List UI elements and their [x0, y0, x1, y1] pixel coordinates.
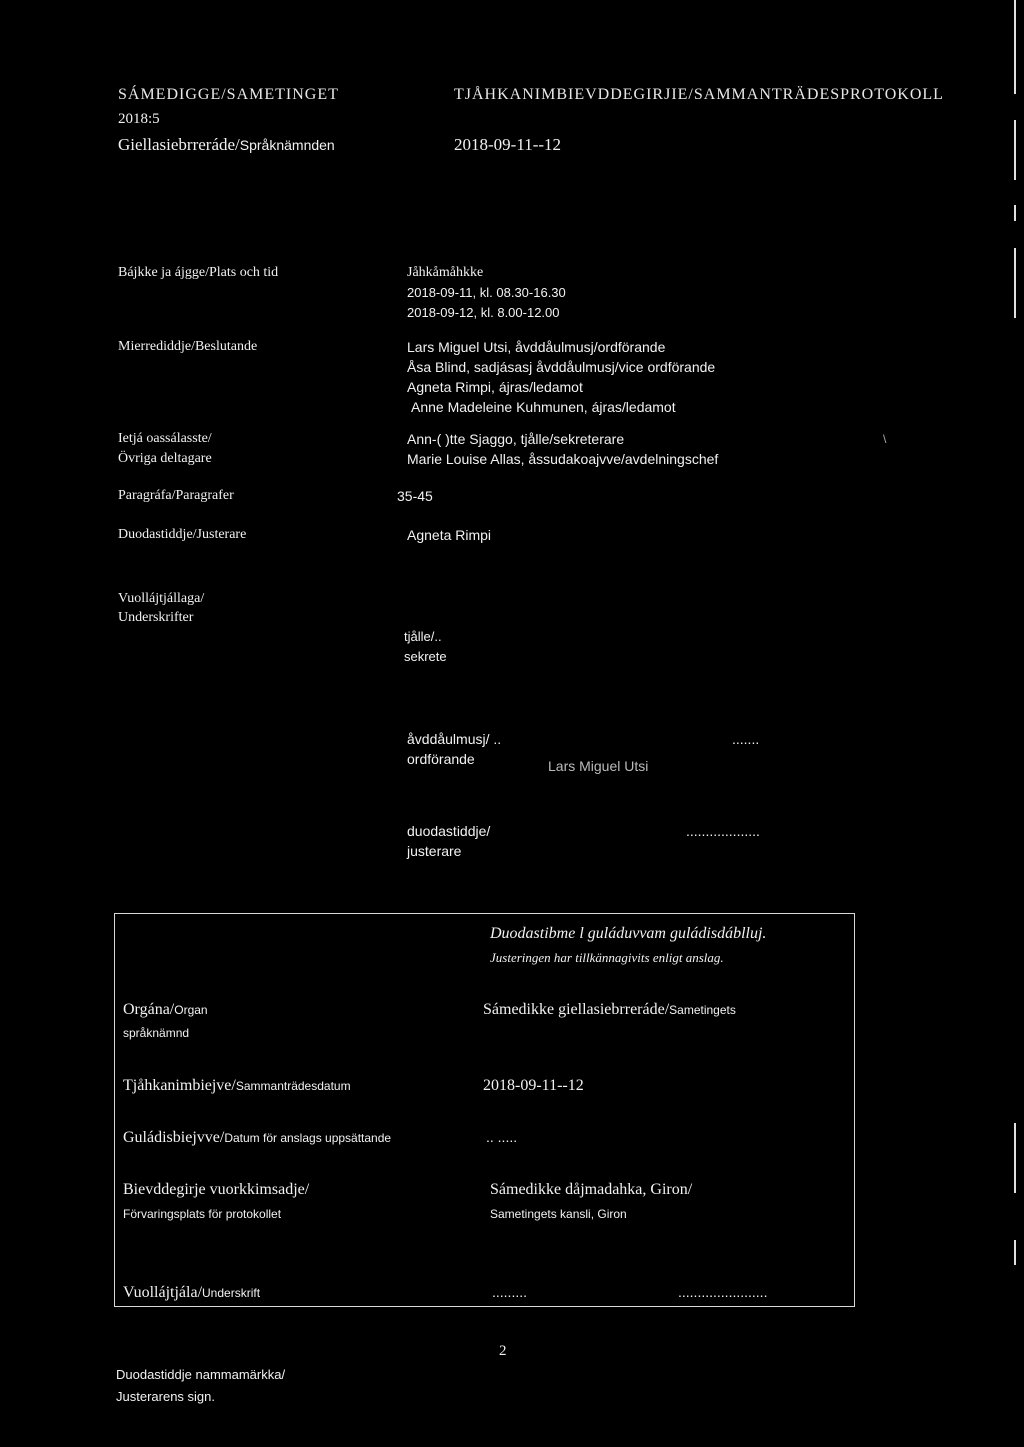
sign-line-1: .........	[492, 1284, 528, 1300]
deciding-member: Agneta Rimpi, ájras/ledamot	[407, 379, 583, 395]
date-label-sub: Sammanträdesdatum	[235, 1079, 351, 1093]
organ-value-sub: Sametingets	[669, 1003, 736, 1017]
sign-line-2: .......................	[678, 1284, 768, 1300]
paragraphs-value: 35-45	[397, 488, 433, 504]
storage-label-swe: Förvaringsplats för protokollet	[123, 1207, 282, 1221]
place-value: Jåhkåmåhkke	[407, 265, 484, 280]
scan-edge-line	[1014, 120, 1016, 180]
sign-label-sub: Underskrift	[202, 1286, 261, 1300]
page-number: 2	[499, 1343, 507, 1359]
footer-sign-label: Duodastiddje nammamärkka/	[116, 1367, 286, 1382]
sign-label	[123, 1284, 260, 1302]
scan-edge-line	[1014, 1123, 1016, 1193]
committee-name-main: Giellasiebrreráde/	[118, 135, 240, 154]
adjuster-sign-title: duodastiddje/	[407, 823, 491, 839]
date-label	[123, 1077, 351, 1095]
notice-box	[114, 913, 855, 1307]
chair-signature-line: .......	[732, 731, 760, 747]
sign-label-main: Vuollájtjála/	[123, 1284, 203, 1301]
organ-value	[483, 1001, 736, 1019]
signatures-label: Vuollájtjállaga/	[118, 591, 205, 606]
secretary-title: tjålle/..	[404, 629, 442, 644]
date-value: 2018-09-11--12	[483, 1077, 584, 1094]
deciding-member: Åsa Blind, sadjásasj åvddåulmusj/vice ordförande	[407, 359, 716, 375]
posting-label	[123, 1129, 391, 1147]
organ-value-cont: språknämnd	[123, 1026, 190, 1040]
adjuster-label: Duodastiddje/Justerare	[118, 527, 247, 542]
posting-value: .. .....	[486, 1129, 518, 1145]
adjuster-signature-line: ...................	[686, 823, 760, 839]
other-label-swe: Övriga deltagare	[118, 451, 212, 466]
storage-value-swe: Sametingets kansli, Giron	[490, 1207, 627, 1221]
committee-name	[118, 135, 335, 155]
organ-value-main: Sámedikke giellasiebrreráde/	[483, 1001, 670, 1018]
organ-label-sub: Organ	[174, 1003, 208, 1017]
deciding-member: Lars Miguel Utsi, åvddåulmusj/ordförande	[407, 339, 666, 355]
deciding-member: Anne Madeleine Kuhmunen, ájras/ledamot	[411, 399, 676, 415]
paragraphs-label: Paragráfa/Paragrafer	[118, 488, 234, 503]
deciding-label: Mierrediddje/Beslutande	[118, 339, 258, 354]
organ-label	[123, 1001, 208, 1019]
date-label-main: Tjåhkanimbiejve/	[123, 1077, 236, 1094]
posting-label-main: Guládisbiejvve/	[123, 1129, 225, 1146]
meeting-date: 2018-09-11--12	[454, 135, 562, 154]
place-label: Bájkke ja ájgge/Plats och tid	[118, 265, 279, 280]
other-label: Ietjá oassálasste/	[118, 431, 212, 446]
notice-title: Duodastibme l guláduvvam guládisdáblluj.	[490, 925, 767, 942]
time-day1: 2018-09-11, kl. 08.30-16.30	[407, 285, 566, 300]
storage-label: Bievddegirje vuorkkimsadje/	[123, 1181, 310, 1198]
scan-edge-line	[1014, 0, 1016, 94]
adjuster-value: Agneta Rimpi	[407, 527, 492, 543]
posting-label-sub: Datum för anslags uppsättande	[224, 1131, 392, 1145]
chair-title-swe: ordförande	[407, 751, 475, 767]
storage-value: Sámedikke dåjmadahka, Giron/	[490, 1181, 693, 1198]
adjuster-sign-title-swe: justerare	[407, 843, 462, 859]
chair-name: Lars Miguel Utsi	[548, 758, 649, 774]
protocol-number: 2018:5	[118, 111, 160, 127]
secretary-title-swe: sekrete	[404, 649, 447, 664]
header-title: TJÅHKANIMBIEVDDEGIRJIE/SAMMANTRÄDESPROTOKOLL	[454, 86, 944, 103]
scan-edge-line	[1014, 1240, 1016, 1265]
header-org: SÁMEDIGGE/SAMETINGET	[118, 86, 339, 103]
scan-edge-line	[1014, 248, 1016, 318]
other-participant: Ann-( )tte Sjaggo, tjålle/sekreterare	[407, 431, 625, 447]
organ-label-main: Orgána/	[123, 1001, 175, 1018]
scan-edge-line	[1014, 205, 1016, 221]
scan-mark: \	[883, 432, 887, 446]
time-day2: 2018-09-12, kl. 8.00-12.00	[407, 305, 560, 320]
footer-sign-label-swe: Justerarens sign.	[116, 1389, 215, 1404]
notice-title-swe: Justeringen har tillkännagivits enligt anslag.	[490, 950, 724, 965]
chair-title: åvddåulmusj/ ..	[407, 731, 502, 747]
other-participant: Marie Louise Allas, åssudakoajvve/avdelningschef	[407, 451, 719, 467]
signatures-label-swe: Underskrifter	[118, 610, 194, 625]
committee-name-sub: Språknämnden	[239, 137, 335, 153]
